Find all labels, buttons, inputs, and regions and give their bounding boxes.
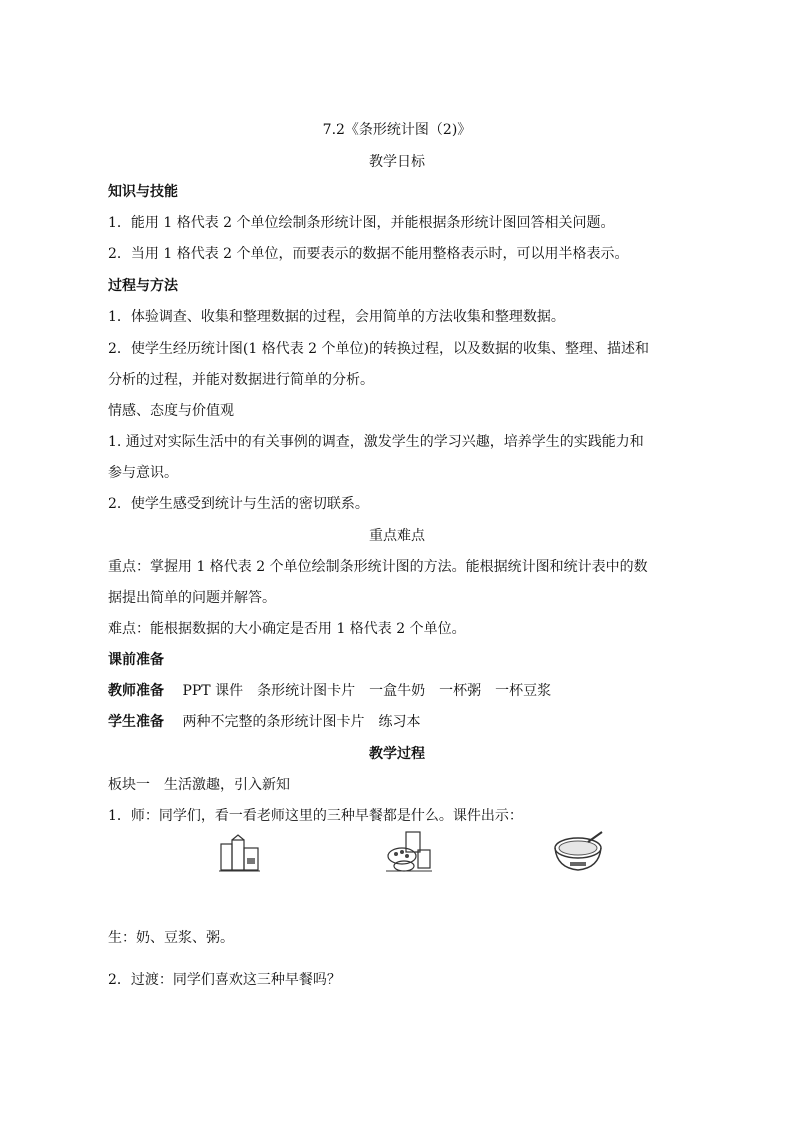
student-answer: 生：奶、豆浆、粥。 [108,930,234,946]
key-point-line-1: 重点：掌握用 1 格代表 2 个单位绘制条形统计图的方法。能根据统计图和统计表中的数 [108,559,648,575]
attitude-item-1-line-1: 1. 通过对实际生活中的有关事例的调查，激发学生的学习兴趣，培养学生的实践能力和 [108,434,644,450]
block-one-heading: 板块一 生活激趣，引入新知 [108,777,290,793]
teacher-prep [108,681,720,701]
teacher-prep-items: PPT 课件 条形统计图卡片 一盒牛奶 一杯粥 一杯豆浆 [182,683,552,699]
section-heading-process: 教学过程 [369,746,425,762]
process-item-1: 1．体验调查、收集和整理数据的过程，会用简单的方法收集和整理数据。 [108,309,565,325]
step-one: 1．师：同学们，看一看老师这里的三种早餐都是什么。课件出示： [108,808,523,824]
milk-icon [218,834,262,874]
document-title: 7.2《条形统计图（2)》 [322,122,472,138]
prep-heading: 课前准备 [108,652,164,668]
key-point-line-2: 据提出简单的问题并解答。 [108,590,276,606]
section-heading-key-points: 重点难点 [369,528,425,544]
difficulty-point: 难点：能根据数据的大小确定是否用 1 格代表 2 个单位。 [108,621,466,637]
attitude-item-2: 2．使学生感受到统计与生活的密切联系。 [108,496,369,512]
process-item-2-line-2: 分析的过程，并能对数据进行简单的分析。 [108,372,374,388]
knowledge-heading: 知识与技能 [108,184,178,200]
section-heading-objectives: 教学日标 [369,154,425,170]
attitude-item-1-line-2: 参与意识。 [108,465,178,481]
attitude-heading: 情感、态度与价值观 [108,403,234,419]
step-two: 2．过渡：同学们喜欢这三种早餐吗？ [108,972,341,988]
student-prep-label: 学生准备 [108,714,164,730]
process-item-2-line-1: 2．使学生经历统计图(1 格代表 2 个单位)的转换过程，以及数据的收集、整理、描述和 [108,341,649,357]
knowledge-item-2: 2．当用 1 格代表 2 个单位，而要表示的数据不能用整格表示时，可以用半格表示。 [108,246,629,262]
process-heading: 过程与方法 [108,278,178,294]
student-prep [108,712,720,732]
student-prep-items: 两种不完整的条形统计图卡片 练习本 [182,714,421,730]
knowledge-item-1: 1．能用 1 格代表 2 个单位绘制条形统计图，并能根据条形统计图回答相关问题。 [108,215,615,231]
teacher-prep-label: 教师准备 [108,683,164,699]
soymilk-icon [384,830,434,874]
porridge-icon [552,830,606,874]
